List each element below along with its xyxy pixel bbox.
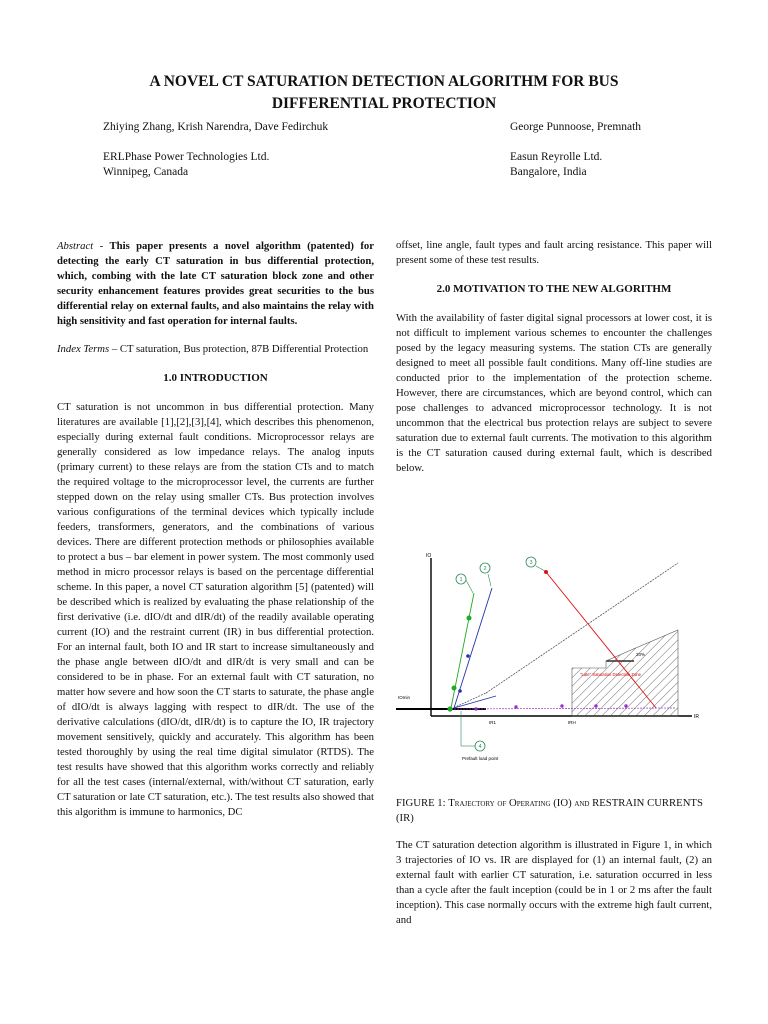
- authors-left: Zhiying Zhang, Krish Narendra, Dave Fedirchuk: [103, 121, 329, 133]
- x-tick-ir1: IR1: [489, 720, 497, 725]
- affiliation-right-org: Easun Reyrolle Ltd.: [510, 151, 603, 163]
- abstract-text: This paper presents a novel algorithm (patented) for detecting the early CT saturation in bus differential protection, which, combing with the late CT saturation block zone and other security enhancement features provides great securities to the bus differential relay on external faults, and also maintains the relay with high sensitivity and fast operation for internal faults.: [57, 240, 375, 327]
- prefault-label: Prefault load point: [462, 756, 499, 761]
- trajectory-2-point-a: [466, 654, 470, 658]
- abstract: [57, 239, 374, 329]
- marker-3-label: 3: [529, 560, 533, 566]
- marker-4: [461, 711, 485, 751]
- prefault-point: [447, 706, 452, 711]
- trajectory-2-point-b: [458, 689, 462, 693]
- abstract-label: Abstract: [57, 240, 94, 252]
- marker-1: [456, 574, 473, 593]
- motivation-paragraph: With the availability of faster digital signal processors at lower cost, it is not difficult to implement various schemes to encounter the challenges posed by the legacy measuring systems. The station CTs are generally designed to meet all possible fault conditions. Many off-line studies are conducted prior to the implementation of the protection scheme. However, there are circumstances, which are beyond control, which can pose challenges to advanced microprocessor technology. It is not uncommon that the electrical bus protection relays are subject to severe saturation due to external fault currents. The motivation to this algorithm is the CT saturation caused during external fault, which is described below.: [396, 312, 712, 474]
- affiliation-right: [510, 150, 602, 180]
- left-column: [57, 239, 374, 820]
- restraint-point-4: [594, 704, 597, 707]
- authors-right: George Punnoose, Premnath: [510, 121, 642, 133]
- section-heading-introduction: 1.0 INTRODUCTION: [163, 372, 268, 384]
- marker-2-label: 2: [483, 566, 487, 572]
- y-axis-label: IO: [426, 553, 432, 559]
- restraint-point-2: [514, 705, 517, 708]
- section-heading-motivation: 2.0 MOTIVATION TO THE NEW ALGORITHM: [436, 283, 672, 295]
- paper-title: A NOVEL CT SATURATION DETECTION ALGORITHM FOR BUS DIFFERENTIAL PROTECTION: [149, 73, 619, 112]
- trajectory-2b: [454, 696, 496, 708]
- marker-2: [480, 563, 491, 586]
- caption-body: Trajectory of Operating (IO) and RESTRAIN CURRENTS (IR): [396, 797, 703, 824]
- affiliation-right-city: Bangalore, India: [510, 166, 587, 178]
- restraint-point-5: [624, 704, 627, 707]
- affiliation-left: [103, 150, 269, 180]
- introduction-paragraph: CT saturation is not uncommon in bus differential protection. Many literatures are available [1],[2],[3],[4], which describes this phenomenon, especially during external fault conditions. Microprocessor relays are generally considered as low impedance relays. The analog inputs (primary current) to these relays are from the station CTs and to match the required voltage to the microprocessor level, the currents are further stepped down on the relay using smaller CTs. Bus protection involves various configurations of the terminal devices which typically include feeders, transformers, generators, and the combinations of various devices. There are different protection methods or philosophies available to protect a bus – bar element in power system. The most commonly used method in micro processor relays is based on the percentage differential scheme. In this paper, a novel CT saturation algorithm [5] (patented) will be described which is realized by evaluating the phase relationship of the first derivative (i.e. dIO/dt and dIR/dt) of the readily available operating current (IO) and the restraint current (IR) in bus differential protection. For an internal fault, both IO and IR start to increase simultaneously and the phase angle between dIO/dt and dIR/dt is very small and can be considered to be in phase. For an external fault with CT saturation, no matter how severe and how soon the CT starts to saturate, the phase angle of dIO/dt is always lagging with respect to dIR/dt. The use of the derivative calculations (dIO/dt, dIR/dt) is to capture the IO, IR trajectory movement sensitively, quickly and accurately. This algorithm has been tested thoroughly by using the real time digital simulator (RTDS). The test results have showed that this algorithm works correctly and reliably for all the test cases (internal/external, with/without CT saturation, early CT saturation or late CT saturation, etc.). The test results also showed that this algorithm is immune to harmonics, DC: [57, 401, 374, 818]
- right-column: [396, 238, 712, 476]
- index-terms-text: – CT saturation, Bus protection, 87B Differential Protection: [109, 343, 369, 355]
- abstract-sep: -: [93, 240, 110, 252]
- restraint-point-1: [474, 707, 477, 710]
- trajectory-1-point-b: [452, 686, 457, 691]
- marker-3: [526, 557, 545, 571]
- trajectory-1-point-a: [467, 616, 472, 621]
- marker-1-label: 1: [459, 577, 463, 583]
- index-terms: [57, 342, 374, 357]
- continuation-paragraph: offset, line angle, fault types and fault arcing resistance. This paper will present some of these test results.: [396, 239, 712, 266]
- figure-trajectory-diagram: [396, 548, 712, 798]
- slope-label: 20%: [636, 652, 646, 657]
- restraint-point-3: [560, 704, 563, 707]
- after-figure-paragraph: The CT saturation detection algorithm is illustrated in Figure 1, in which 3 trajectories of IO vs. IR are displayed for (1) an internal fault, (2) an external fault with earlier CT saturation, i.e. saturation occurred in less than a cycle after the fault inception (could be in 1 or 2 ms after the fault inception). This case normally occurs with the extreme high fault current, and: [396, 839, 712, 926]
- marker-4-label: 4: [478, 744, 482, 750]
- index-terms-label: Index Terms: [57, 343, 110, 355]
- trajectory-1: [451, 593, 474, 708]
- figure-caption: [396, 796, 712, 826]
- y-tick-iomin: IOmin: [398, 695, 411, 700]
- affiliation-left-org: ERLPhase Power Technologies Ltd.: [103, 151, 270, 163]
- caption-prefix: FIGURE 1:: [396, 797, 449, 809]
- affiliation-left-city: Winnipeg, Canada: [103, 166, 189, 178]
- x-axis-label: IR: [694, 714, 699, 720]
- x-tick-irh: IRH: [568, 720, 576, 725]
- zone-label: "Late" Saturation Detection Zone: [580, 672, 641, 677]
